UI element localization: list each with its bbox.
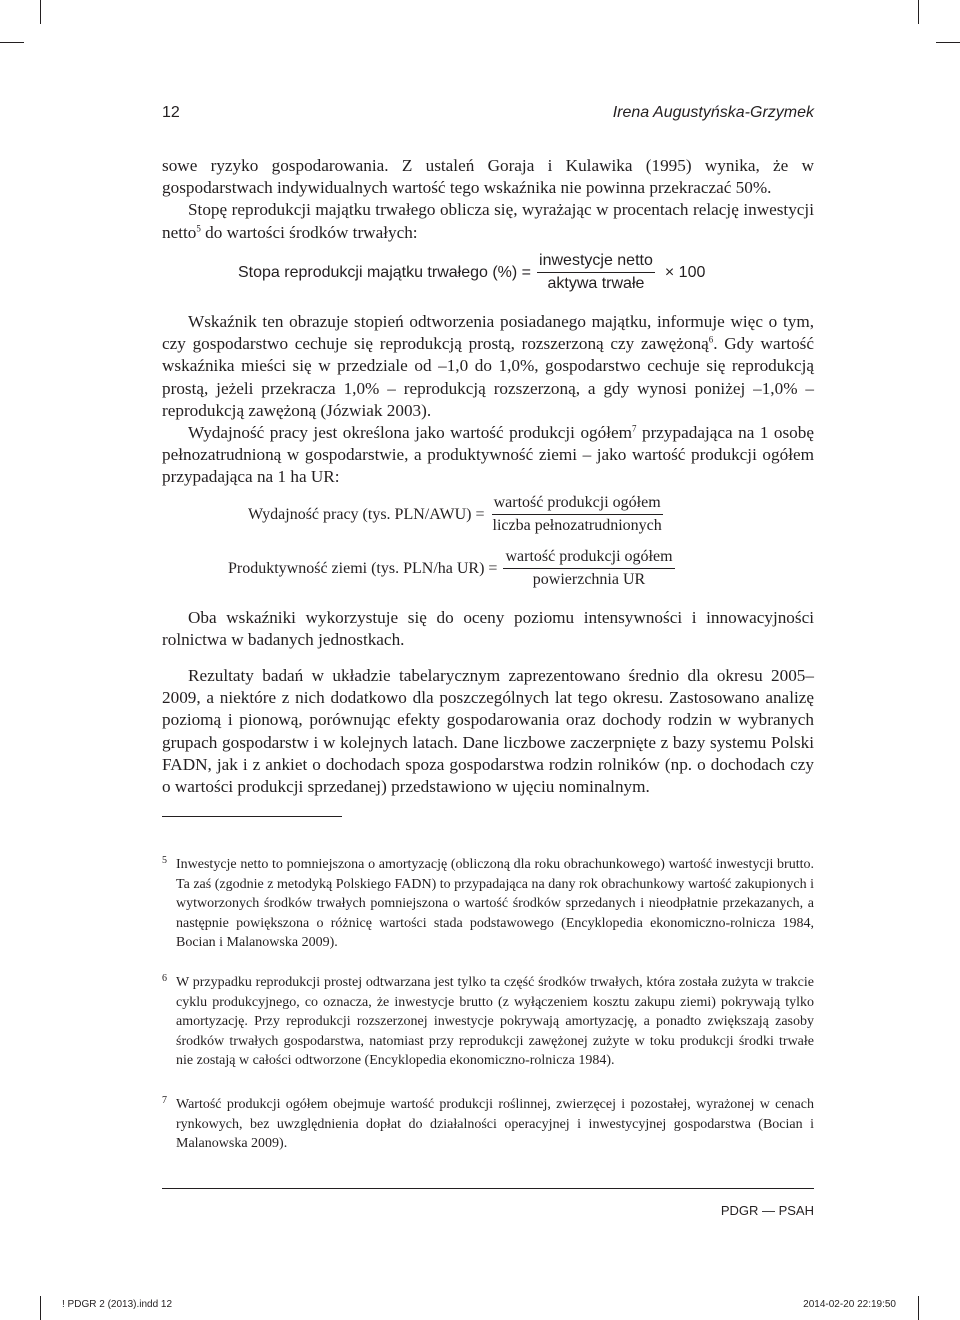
paragraph: Stopę reprodukcji majątku trwałego oblicza się, wyrażając w procentach relację inwestycji netto$^5$ do wartości środków trwałych: — [162, 200, 814, 242]
footnote-text: W przypadku reprodukcji prostej odtwarzana jest tylko ta część środków trwałych, która została zużyta w trakcie cyklu produkcyjnego, co oznacza, że inwestycje brutto (z wyłączeniem kosztu zakupu ziemi) pokrywają tylko amortyzację. Przy reprodukcji rozszerzonej inwestycje pokrywają amortyzację, a ponadto zwiększają zasoby środków trwałych gospodarstwa, natomiast przy reprodukcji zawężonej zużyte w toku produkcji środki trwałe nie zostają w całości odtworzone (Encyklopedia ekonomiczno-rolnicza 1984). — [176, 975, 814, 1068]
footnote-7 — [162, 1095, 814, 1154]
footnote-6 — [162, 973, 814, 1071]
footnote-number: 7 — [162, 1095, 167, 1106]
formula-land-productivity — [228, 548, 675, 589]
paragraph: Oba wskaźniki wykorzystuje się do oceny poziomu intensywności i innowacyjności rolnictwa w badanych jednostkach. — [162, 608, 814, 650]
running-head-author: Irena Augustyńska-Grzymek — [612, 104, 814, 121]
body-text-lower — [162, 607, 814, 651]
formula-numerator: inwestycje netto — [537, 252, 655, 273]
formula-label: Wydajność pracy (tys. PLN/AWU) = — [248, 505, 485, 523]
formula-fraction — [503, 548, 674, 589]
footnote-ref: 5 — [196, 222, 201, 233]
formula-numerator: wartość produkcji ogółem — [492, 494, 663, 515]
formula-denominator: liczba pełnozatrudnionych — [492, 517, 662, 534]
footnote-number: 5 — [162, 855, 167, 866]
footnote-5 — [162, 855, 814, 953]
footnote-ref: 6 — [708, 334, 714, 345]
print-slug-datetime: 2014-02-20 22:19:50 — [803, 1299, 896, 1310]
journal-name: PDGR — PSAH — [720, 1203, 814, 1218]
paragraph: sowe ryzyko gospodarowania. Z ustaleń Goraja i Kulawika (1995) wynika, że w gospodarstwach indywidualnych wartość tego wskaźnika nie powinna przekraczać 50%. — [162, 156, 814, 198]
formula-numerator: wartość produkcji ogółem — [503, 548, 674, 569]
paragraph: Wskaźnik ten obrazuje stopień odtworzenia posiadanego majątku, informuje więc o tym, czy gospodarstwo cechuje się reprodukcją prostą, rozszerzoną czy zawężoną$^6$. Gdy wartość wskaźnika mieści się w przedziale od –1,0 do 1,0%, gospodarstwo cechuje się reprodukcją prostą, jeżeli przekracza 1,0% – reprodukcją rozszerzoną, a gdy wynosi poniżej –1,0% – reprodukcją zawężoną (Józwiak 2003). — [162, 312, 814, 420]
footnote-text: Inwestycje netto to pomniejszona o amortyzację (obliczoną dla roku obrachunkowego) wartość inwestycji brutto. Ta zaś (zgodnie z metodyką Polskiego FADN) to przypadająca na dany rok obrachunkowy wartość zakupionych i wytworzonych środków trwałych pomniejszona o wartość środków sprzedanych i nieodpłatnie przekazanych, a następnie powiększona o różnicę wartości stada podstawowego (Encyklopedia ekonomiczno-rolnicza 1984, Bocian i Malanowska 2009). — [176, 857, 814, 950]
crop-mark — [918, 0, 919, 24]
crop-mark — [40, 1296, 41, 1320]
formula-denominator: powierzchnia UR — [532, 571, 646, 588]
body-text-results — [162, 665, 814, 798]
crop-mark — [40, 0, 41, 24]
paragraph: Wydajność pracy jest określona jako wartość produkcji ogółem$^7$ przypadająca na 1 osobę pełnozatrudnioną w gospodarstwie, a produktywność ziemi – jako wartość produkcji ogółem przypadająca na 1 ha UR: — [162, 423, 814, 487]
formula-reproduction-rate — [238, 252, 705, 293]
formula-labour-productivity — [248, 494, 664, 535]
body-text-top — [162, 155, 814, 244]
formula-multiplier: × 100 — [664, 263, 706, 281]
footer-divider — [162, 1188, 814, 1189]
crop-mark — [918, 1296, 919, 1320]
formula-label: Produktywność ziemi (tys. PLN/ha UR) = — [228, 559, 498, 577]
formula-denominator: aktywa trwałe — [547, 275, 645, 292]
formula-label: Stopa reprodukcji majątku trwałego (%) = — [238, 263, 532, 281]
footnote-ref: 7 — [632, 423, 637, 434]
footnote-number: 6 — [162, 973, 167, 984]
paragraph: Rezultaty badań w układzie tabelarycznym zaprezentowano średnio dla okresu 2005–2009, a niektóre z nich dodatkowo dla poszczególnych lat tego okresu. Zastosowano analizę poziomą i pionową, porównując efekty gospodarowania oraz dochody rodzin w wybranych grupach gospodarstw i w kolejnych latach. Dane liczbowe zaczerpnięte z bazy systemu Polski FADN, jak i z ankiet o dochodach spoza gospodarstwa rodzin rolników (np. o dochodach czy o wartości produkcji sprzedanej) przedstawiono w ujęciu nominalnym. — [162, 666, 814, 797]
formula-fraction — [491, 494, 664, 535]
footnote-text: Wartość produkcji ogółem obejmuje wartość produkcji roślinnej, zwierzęcej i pozostałej, wyrażonej w cenach rynkowych, bez uwzględnienia dopłat do działalności operacyjnej i inwestycyjnej gospodarstwa (Bocian i Malanowska 2009). — [176, 1097, 814, 1151]
body-text-middle — [162, 311, 814, 489]
page-number: 12 — [162, 104, 180, 121]
print-slug-file: ! PDGR 2 (2013).indd 12 — [62, 1299, 173, 1310]
crop-mark — [936, 42, 960, 43]
formula-fraction — [537, 252, 655, 293]
crop-mark — [0, 42, 24, 43]
footnote-divider — [162, 816, 342, 817]
